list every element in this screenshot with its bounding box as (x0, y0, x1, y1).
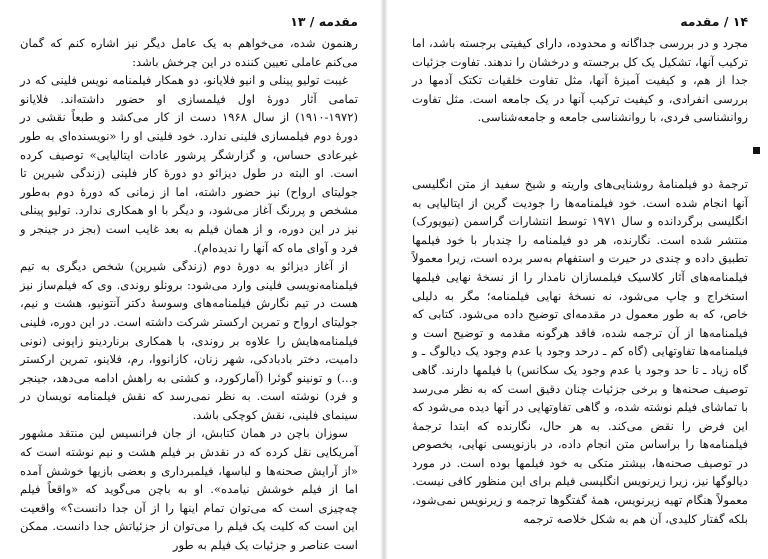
right-page (384, 0, 768, 559)
right-header-text: ۱۴ / مقدمه (680, 14, 748, 29)
left-header-text: مقدمه / ۱۳ (290, 14, 358, 29)
right-running-header (412, 14, 748, 29)
right-paragraph-1: مجرد و در بررسی جداگانه و محدوده، دارای کیفیتی برجسته باشد، اما ترکیب آنها، تشکیل یک کل برجسته و درخشان را ندهند. تفاوت جزئیات جدا از هم، و کیفیت آمیزهٔ آنها، مثل تفاوت خلقیات تکتک آدمها در بررسی انفرادی، و کیفیت ترکیب آنها در یک جامعه است. مثل تفاوت روانشناسی فردی، با روانشناسی جامعه و جامعه‌شناسی. (412, 36, 748, 125)
right-paragraph-2: ترجمهٔ دو فیلمنامهٔ روشنایی‌های واریته و شیخ سفید از متن انگلیسی آنها انجام شده است. خود فیلمنامه‌ها را جودیت گرین از ایتالیایی به انگلیسی برگردانده و سال ۱۹۷۱ توسط انتشارات گراسمن (نیویورک) منتشر شده است. نگارنده، هر دو فیلمنامه را چندبار با خود فیلمها تطبیق داده و چندی در حیرت و استفهام به‌سر برده است، زیرا معمولاً فیلمنامه‌های آثار کلاسیک فیلمسازان نامدار را از نسخهٔ نهایی فیلمها استخراج و چاپ می‌شود، نه نسخهٔ نهایی فیلمنامه؛ مگر به دلیلی خاص، که به طور معمول در مقدمه‌ای توضیح داده می‌شود. کتابی که فیلمنامه‌ها از آن ترجمه شده، فاقد هرگونه مقدمه و توضیح است و فیلمنامه‌ها تفاوتهایی (گاه کم ـ درحد وجود یا عدم وجود یک دیالوگ ـ و گاه زیاد ـ تا حد وجود یا عدم وجود یک سکانس) با فیلمها دارند. گاهی توصیف صحنه‌ها و برخی جزئیات چنان دقیق است که به نظر می‌رسد با تماشای فیلم نوشته شده، و گاهی تفاوتهایی در آنها دیده می‌شود که این فرض را نقض می‌کند. به هر حال، نگارنده که ابتدا ترجمهٔ فیلمنامه‌ها را براساس متن انجام داده، در بازنویسی نهایی، بخصوص در توصیف صحنه‌ها، بیشتر متکی به خود فیلمها بوده است. در مورد دیالوگها نیز، زیرا زیرنویس انگلیسی فیلم برای این منظور کافی نیست. معمولاً هنگام تهیه زیرنویس، همهٔ گفتگوها ترجمه و زیرنویس نمی‌شود، بلکه گفتار کلیدی، آن هم به شکل خلاصه ترجمه (412, 176, 748, 526)
left-running-header (20, 14, 358, 29)
section-separator (412, 127, 748, 175)
left-paragraph-4: سوزان باچن در همان کتابش، از جان فرانسیس لین منتقد مشهور آمریکایی نقل کرده که در نقدش بر فیلم هشت و نیم نوشته است که «از آرایش صحنه‌ها و لباسها، فیلمبرداری و بعضی بازیها خوشش آمده اما از فیلم خوشش نیامده». او به باچن می‌گوید که «واقعاً فیلم چه‌چیزی است که می‌توان تمام اینها را از آن جدا دانست؟» واقعیت این است که کلیت یک فیلم را می‌توان از جزئیاتش جدا دانست. ممکن است عناصر و جزئیات یک فیلم به طور (20, 426, 358, 553)
left-paragraph-3: از آغاز دیزائو به دورهٔ دوم (زندگی شیرین) شخص دیگری به تیم فیلمنامه‌نویسی فلینی وارد می‌شود: برونلو روندی. وی که فیلم‌ساز نیز هست در تیم نگارش فیلمنامه‌های وسوسهٔ دکتر آنتونیو، هشت و نیم، جولیتای ارواح و تمرین ارکستر شرکت داشته است. در این دوره، فلینی فیلمنامه‌هایش را علاوه بر روندی، با همکاری برناردینو زاپونی (نونی دامیت، دختر بادبادکی، شهر زنان، کازانووا، رم، فلاینو، تمرین ارکستر و...) و تونینو گوئرا (آمارکورد، و کشتی به راهش ادامه می‌دهد، جینجر و فرد) نوشته است. به نظر نمی‌رسد که نقش فیلمنامه نویسان در سینمای فلینی، نقش کوچکی باشد. (20, 259, 358, 422)
section-marker-icon (753, 147, 760, 154)
left-paragraph-1: رهنمون شده، می‌خواهم به یک عامل دیگر نیز اشاره کنم که گمان می‌کنم عاملی تعیین کننده در این چرخش باشد: (20, 36, 358, 69)
left-paragraph-2: غیبت تولیو پینلی و انیو فلایانو، دو همکار فیلمنامه نویس فلینی که در تمامی آثار دورهٔ اول فیلمسازی او حضور داشته‌اند. فلایانو (۱۹۷۲-۱۹۱۰) از سال ۱۹۶۸ دست از کار می‌کشد و طبعاً نقشی در دورهٔ دوم فیلمسازی فلینی ندارد. خود فلینی او را «نویسنده‌ای به طور غیرعادی حساس، و گزارشگر پرشور عادات ایتالیایی» توصیف کرده است. او البته در طول دیزائو دو دورهٔ کار فلینی (زندگی شیرین تا جولیتای ارواح) نیز حضور داشته، اما از زمانی که دورهٔ دوم به‌طور مشخص و پررنگ آغاز می‌شود، و دیگر با او همکاری ندارد. تولیو پینلی نیز در این دوره، و از همان فیلم به بعد غایب است (بجز در جینجر و فرد و آوای ماه که آنها را ندیده‌ام). (20, 73, 358, 255)
